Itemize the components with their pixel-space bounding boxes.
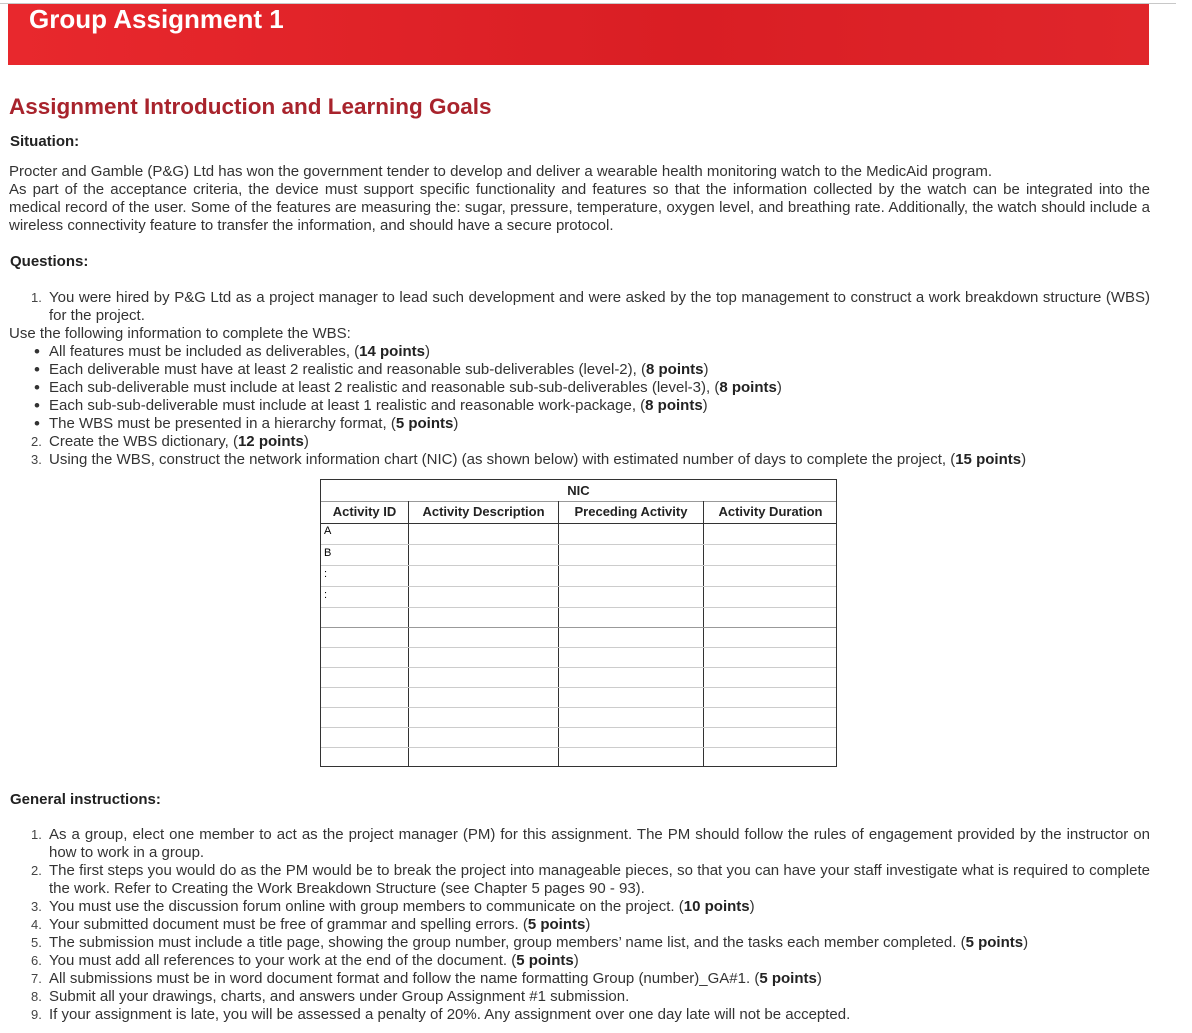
question-1	[9, 289, 1150, 325]
activity-id-cell: B	[324, 547, 332, 559]
activity-id-cell: :	[324, 589, 328, 601]
list-item: • Each sub-sub-deliverable must include at least 1 realistic and reasonable work-package, (8 points)	[9, 397, 1150, 415]
list-item: 5. The submission must include a title page, showing the group number, group members’ name list, and the tasks each member completed. (5 points)	[31, 934, 1029, 951]
list-item: 4. Your submitted document must be free of grammar and spelling errors. (5 points)	[31, 916, 591, 933]
use-info-text: Use the following information to complete the WBS:	[9, 325, 351, 342]
list-item: 3. You must use the discussion forum online with group members to communicate on the project. (10 points)	[31, 898, 755, 915]
header-preceding-activity: Preceding Activity	[574, 504, 688, 519]
list-item: • The WBS must be presented in a hierarchy format, (5 points)	[9, 415, 1150, 433]
page-title: Group Assignment 1	[29, 4, 284, 34]
question-number: 2.	[31, 434, 42, 449]
situation-paragraph-1: Procter and Gamble (P&G) Ltd has won the government tender to develop and deliver a wearable health monitoring watch to the MedicAid program.	[9, 163, 993, 180]
list-item: • Each deliverable must have at least 2 realistic and reasonable sub-deliverables (level-2), (8 points)	[9, 361, 1150, 379]
question-number: 1.	[31, 290, 42, 305]
situation-label: Situation:	[10, 133, 80, 150]
list-item: 7. All submissions must be in word document format and follow the name formatting Group (number)_GA#1. (5 points)	[31, 970, 822, 987]
list-item: • All features must be included as deliverables, (14 points)	[9, 343, 1150, 361]
section-heading: Assignment Introduction and Learning Goals	[9, 94, 492, 119]
question-number: 3.	[31, 452, 42, 467]
list-item: 8. Submit all your drawings, charts, and answers under Group Assignment #1 submission.	[31, 988, 630, 1005]
situation-paragraph-2: As part of the acceptance criteria, the device must support specific functionality and features so that the information collected by the watch can be integrated into the medical record of the user. Some of the features are measuring the: sugar, pressure, temperature, oxygen level, and breathing rate. Additionally, the watch should include a wireless connectivity feature to transfer the information, and should have a secure protocol.	[9, 181, 1150, 234]
situation-text	[9, 163, 1150, 235]
activity-id-cell: A	[324, 525, 332, 537]
wbs-requirements-list	[9, 343, 1150, 433]
questions-list	[9, 289, 1150, 469]
nic-table	[320, 479, 837, 767]
general-instructions-list	[9, 826, 1150, 1024]
title-banner	[8, 4, 1149, 65]
activity-id-cell: :	[324, 568, 328, 580]
header-activity-id: Activity ID	[332, 504, 397, 519]
list-item: 2. The first steps you would do as the PM would be to break the project into manageable pieces, so that you can have your staff investigate what is required to complete the work. Refer to Creating the Work Breakdown Structure (see Chapter 5 pages 90 - 93).	[31, 862, 1150, 897]
questions-label: Questions:	[10, 253, 89, 270]
list-item: 1. As a group, elect one member to act as the project manager (PM) for this assignment. The PM should follow the rules of engagement provided by the instructor on how to work in a group.	[31, 826, 1150, 861]
header-activity-description: Activity Description	[422, 504, 545, 519]
list-item: 9. If your assignment is late, you will be assessed a penalty of 20%. Any assignment over one day late will not be accepted.	[31, 1006, 851, 1023]
question-2: 2. Create the WBS dictionary, (12 points)	[31, 433, 309, 450]
header-activity-duration: Activity Duration	[718, 504, 823, 519]
general-instructions-label: General instructions:	[10, 791, 161, 808]
question-3: 3. Using the WBS, construct the network information chart (NIC) (as shown below) with estimated number of days to complete the project, (15 points)	[31, 451, 1027, 468]
question-1-text: You were hired by P&G Ltd as a project manager to lead such development and were asked by the top management to construct a work breakdown structure (WBS) for the project.	[49, 289, 1150, 324]
list-item: • Each sub-deliverable must include at least 2 realistic and reasonable sub-sub-deliverables (level-3), (8 points)	[9, 379, 1150, 397]
nic-title: NIC	[567, 483, 590, 498]
list-item: 6. You must add all references to your work at the end of the document. (5 points)	[31, 952, 579, 969]
